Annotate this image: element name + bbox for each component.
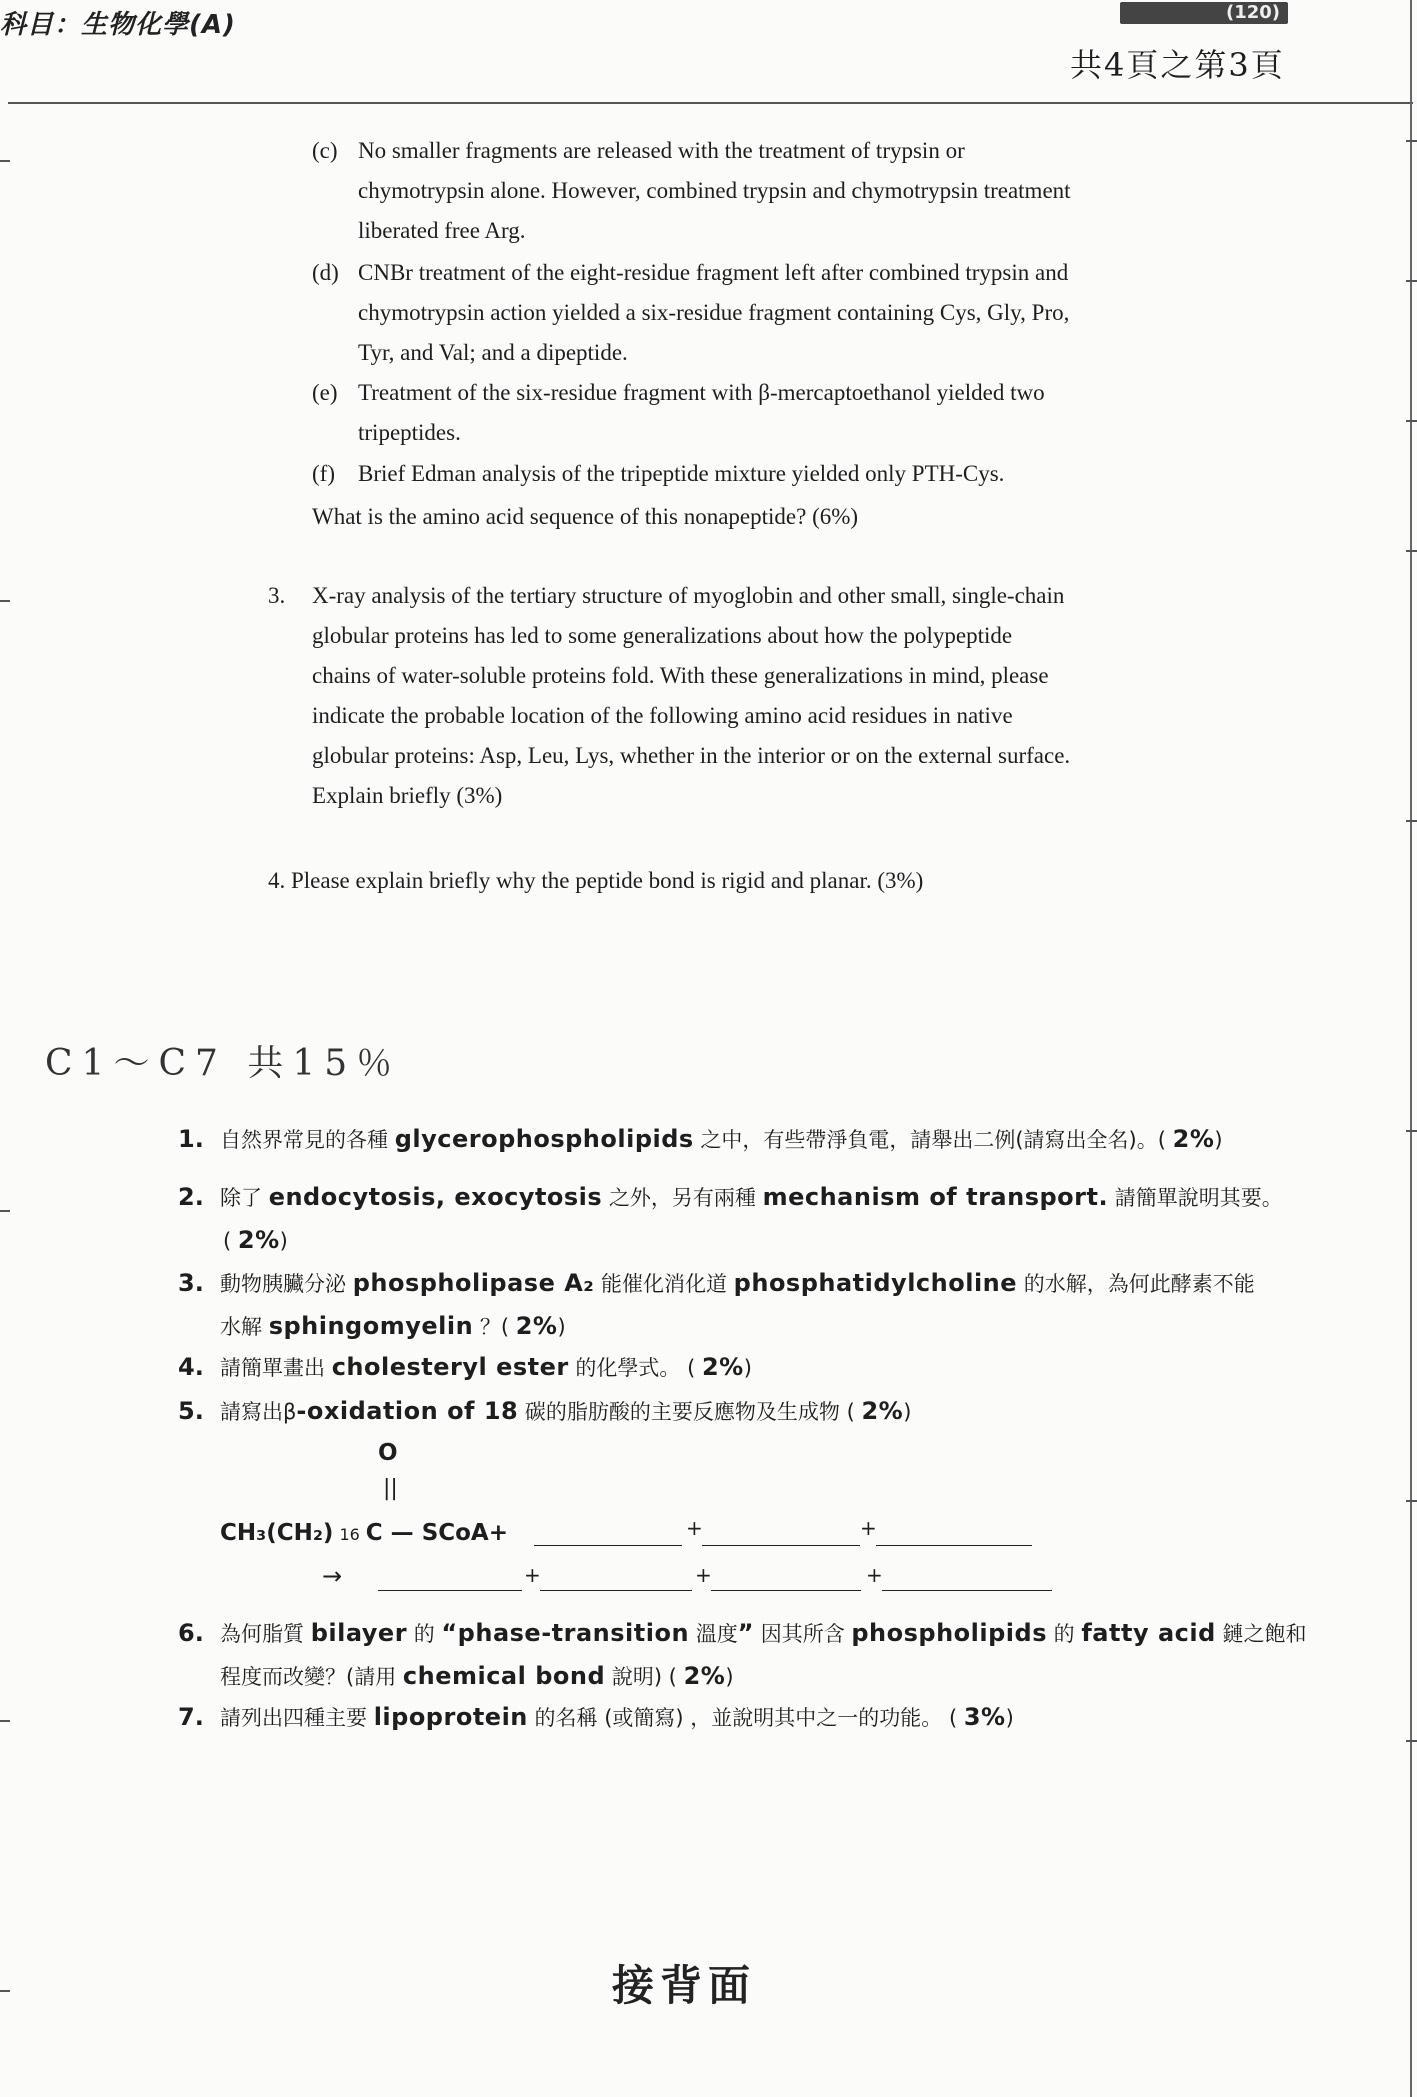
edge-tick	[1406, 550, 1417, 552]
text-run: 除了	[220, 1186, 269, 1210]
text-run: 的	[407, 1622, 442, 1646]
bold-term: sphingomyelin	[268, 1312, 474, 1340]
answer-blank[interactable]	[534, 1545, 682, 1546]
text-line: globular proteins has led to some generalizations about how the polypeptide	[312, 623, 1013, 648]
text-run: 請簡單畫出	[220, 1356, 332, 1380]
subject-header: 科目：生物化學(A)	[0, 10, 236, 40]
carbonyl-oxygen: O	[378, 1440, 398, 1466]
bold-term: “phase-transition	[441, 1619, 690, 1647]
bold-term: fatty acid	[1081, 1619, 1216, 1647]
bold-term: ”	[737, 1619, 755, 1647]
text-run: (	[223, 1229, 238, 1253]
question-text	[220, 1176, 1390, 1262]
edge-tick	[0, 600, 10, 602]
item-label: (c)	[312, 138, 338, 163]
bold-term: glycerophospholipids	[394, 1125, 694, 1153]
text-line: Explain briefly (3%)	[312, 783, 503, 808]
reaction-arrow: →	[322, 1562, 343, 1590]
text-run: )	[743, 1356, 752, 1380]
text-run: 碳的脂肪酸的主要反應物及生成物 (	[518, 1400, 862, 1424]
continue-on-back: 接背面	[612, 1961, 757, 2010]
text-run: 溫度	[689, 1622, 738, 1646]
text-run: 水解	[220, 1315, 269, 1339]
q4-text: 4. Please explain briefly why the peptide bond is rigid and planar. (3%)	[268, 868, 924, 893]
q2-question: What is the amino acid sequence of this nonapeptide? (6%)	[312, 504, 859, 529]
item-label: (e)	[312, 380, 338, 405]
bold-term: phospholipids	[851, 1619, 1047, 1647]
bold-term: lipoprotein	[373, 1703, 528, 1731]
q3-number: 3.	[268, 583, 286, 608]
double-bond: ||	[383, 1476, 398, 1501]
text-line: Tyr, and Val; and a dipeptide.	[358, 340, 628, 365]
text-run: 的水解，為何此酵素不能	[1017, 1272, 1255, 1296]
text-run: )	[557, 1315, 566, 1339]
text-line: chymotrypsin alone. However, combined trypsin and chymotrypsin treatment	[358, 178, 1071, 203]
plus-sign: +	[695, 1563, 712, 1587]
item-text	[358, 131, 1188, 251]
question-number: 2.	[178, 1183, 204, 1211]
text-run: 的名稱 (或簡寫) ，並說明其中之一的功能。 (	[527, 1706, 964, 1730]
bold-term: 2%	[683, 1662, 726, 1690]
edge-tick	[0, 160, 10, 162]
answer-blank[interactable]	[711, 1590, 861, 1591]
item-label: (f)	[312, 461, 335, 486]
text-run: 因其所含	[754, 1622, 852, 1646]
item-text	[358, 373, 1188, 453]
bold-term: 3%	[963, 1703, 1006, 1731]
item-text	[358, 253, 1188, 373]
text-run: 鏈之飽和	[1215, 1622, 1307, 1646]
edge-tick	[1406, 280, 1417, 282]
bold-term: mechanism of transport.	[762, 1183, 1109, 1211]
text-run: )	[725, 1665, 734, 1689]
answer-blank[interactable]	[702, 1545, 860, 1546]
plus-sign: +	[524, 1563, 541, 1587]
header-rule	[8, 102, 1413, 104]
question-text	[220, 1118, 1390, 1161]
exam-code-box: (120)	[1120, 2, 1288, 24]
question-number: 3.	[178, 1269, 204, 1297]
bold-term: endocytosis, exocytosis	[268, 1183, 603, 1211]
page-count: 共4頁之第3頁	[1070, 46, 1285, 84]
answer-blank[interactable]	[876, 1545, 1032, 1546]
text-run: )	[1214, 1128, 1223, 1152]
text-run: 的	[1047, 1622, 1082, 1646]
page-edge	[1410, 0, 1412, 2097]
text-line	[220, 1219, 1390, 1262]
question-text	[220, 1612, 1390, 1698]
text-line: chains of water-soluble proteins fold. With these generalizations in mind, please	[312, 663, 1049, 688]
reactant-formula	[220, 1520, 508, 1546]
bold-term: phosphatidylcholine	[733, 1269, 1018, 1297]
text-line: liberated free Arg.	[358, 218, 526, 243]
text-run: )	[279, 1229, 288, 1253]
question-text	[220, 1346, 1390, 1389]
bold-term: 2%	[1172, 1125, 1215, 1153]
bold-term: bilayer	[310, 1619, 408, 1647]
text-line	[220, 1176, 1390, 1219]
answer-blank[interactable]	[540, 1590, 692, 1591]
plus-sign: +	[686, 1516, 703, 1540]
edge-tick	[1406, 1130, 1417, 1132]
text-line: tripeptides.	[358, 420, 461, 445]
question-text	[220, 1696, 1390, 1739]
item-text	[358, 454, 1188, 494]
edge-tick	[0, 1990, 10, 1992]
question-number: 6.	[178, 1619, 204, 1647]
bold-term: 2%	[701, 1353, 744, 1381]
edge-tick	[0, 1210, 10, 1212]
text-line: Brief Edman analysis of the tripeptide mixture yielded only PTH-Cys.	[358, 461, 1005, 486]
edge-tick	[1406, 420, 1417, 422]
edge-tick	[0, 1720, 10, 1722]
bold-term: 2%	[515, 1312, 558, 1340]
edge-tick	[1406, 820, 1417, 822]
text-line: chymotrypsin action yielded a six-residue fragment containing Cys, Gly, Pro,	[358, 300, 1070, 325]
formula-subscript: 16	[339, 1525, 360, 1544]
question-text	[220, 1390, 1390, 1433]
text-line	[220, 1305, 1390, 1348]
q3-text	[312, 576, 1242, 816]
text-line: Treatment of the six-residue fragment with β-mercaptoethanol yielded two	[358, 380, 1045, 405]
text-run: 請簡單說明其要。	[1108, 1186, 1283, 1210]
text-run: 請寫出β	[220, 1400, 297, 1424]
text-run: 之外，另有兩種	[602, 1186, 763, 1210]
bold-term: -oxidation of 18	[296, 1397, 519, 1425]
edge-tick	[1406, 1500, 1417, 1502]
text-run: 自然界常見的各種	[220, 1128, 395, 1152]
text-line: CNBr treatment of the eight-residue fragment left after combined trypsin and	[358, 260, 1069, 285]
bold-term: 2%	[237, 1226, 280, 1254]
text-run: 程度而改變？(請用	[220, 1665, 403, 1689]
text-run: 請列出四種主要	[220, 1706, 374, 1730]
bold-term: chemical bond	[402, 1662, 606, 1690]
text-run: 為何脂質	[220, 1622, 311, 1646]
question-number: 5.	[178, 1397, 204, 1425]
edge-tick	[1406, 1740, 1417, 1742]
text-line	[220, 1612, 1390, 1655]
text-run: 說明) (	[605, 1665, 684, 1689]
question-number: 7.	[178, 1703, 204, 1731]
text-run: ？(	[473, 1315, 516, 1339]
question-text	[220, 1262, 1390, 1348]
section-c-header: C1～C7 共15％	[45, 1043, 402, 1084]
plus-sign: +	[860, 1516, 877, 1540]
bold-term: 2%	[861, 1397, 904, 1425]
text-run: 動物胰臟分泌	[220, 1272, 353, 1296]
text-line	[220, 1262, 1390, 1305]
text-line: No smaller fragments are released with the treatment of trypsin or	[358, 138, 965, 163]
text-line	[220, 1655, 1390, 1698]
text-line: indicate the probable location of the following amino acid residues in native	[312, 703, 1013, 728]
question-number: 4.	[178, 1353, 204, 1381]
bold-term: phospholipase A₂	[352, 1269, 595, 1297]
text-run: 之中，有些帶淨負電，請舉出二例(請寫出全名)。(	[693, 1128, 1173, 1152]
text-line: X-ray analysis of the tertiary structure of myoglobin and other small, single-chain	[312, 583, 1065, 608]
formula-main: CH₃(CH₂)	[220, 1520, 334, 1546]
text-run: 能催化消化道	[594, 1272, 734, 1296]
text-line: globular proteins: Asp, Leu, Lys, whether in the interior or on the external surface.	[312, 743, 1071, 768]
bold-term: cholesteryl ester	[331, 1353, 569, 1381]
text-run: )	[903, 1400, 912, 1424]
answer-blank[interactable]	[882, 1590, 1052, 1591]
edge-tick	[1406, 140, 1417, 142]
question-number: 1.	[178, 1125, 204, 1153]
answer-blank[interactable]	[378, 1590, 522, 1591]
plus-sign: +	[866, 1563, 883, 1587]
formula-tail: C — SCoA+	[365, 1520, 509, 1546]
text-run: )	[1005, 1706, 1014, 1730]
text-run: 的化學式。 (	[568, 1356, 702, 1380]
item-label: (d)	[312, 260, 339, 285]
